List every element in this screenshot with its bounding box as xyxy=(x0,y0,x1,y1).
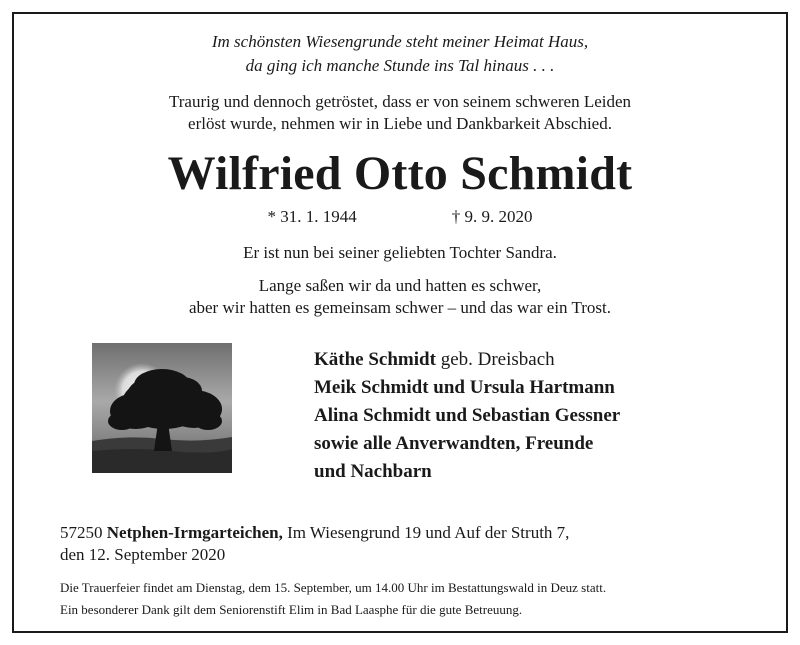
intro-line-2: erlöst wurde, nehmen wir in Liebe und Dankbarkeit Abschied. xyxy=(188,114,612,133)
funeral-note: Die Trauerfeier findet am Dienstag, dem 15. September, um 14.00 Uhr im Bestattungswald in Deuz statt. xyxy=(60,580,607,595)
place-name: Netphen-Irmgarteichen, xyxy=(106,523,283,542)
zip-code: 57250 xyxy=(60,523,107,542)
mourner-line-4: sowie alle Anverwandten, Freunde xyxy=(314,433,594,454)
mourner-line-5: und Nachbarn xyxy=(314,461,432,482)
intro-text xyxy=(0,91,800,135)
quote xyxy=(0,275,800,319)
birth-date: * 31. 1. 1944 xyxy=(267,207,357,226)
quote-line-2: aber wir hatten es gemeinsam schwer – und das war ein Trost. xyxy=(188,298,612,317)
life-dates xyxy=(0,206,800,228)
death-date: † 9. 9. 2020 xyxy=(451,207,533,226)
intro-line-1: Traurig und dennoch getröstet, dass er von seinem schweren Leiden xyxy=(168,92,632,111)
date-line: den 12. September 2020 xyxy=(60,545,226,564)
motto-line-1: Im schönsten Wiesengrunde steht meiner Heimat Haus, xyxy=(211,32,589,51)
thanks-note: Ein besonderer Dank gilt dem Seniorenstift Elim in Bad Laasphe für die gute Betreuung. xyxy=(60,602,523,617)
mourner-maiden-name: geb. Dreisbach xyxy=(435,349,555,370)
mourner-line-2: Meik Schmidt und Ursula Hartmann xyxy=(314,377,615,398)
quote-line-1: Lange saßen wir da und hatten es schwer, xyxy=(258,276,542,295)
mourner-line-3: Alina Schmidt und Sebastian Gessner xyxy=(314,405,621,426)
daughter-text: Er ist nun bei seiner geliebten Tochter Sandra. xyxy=(243,243,557,262)
mourner-line-1 xyxy=(314,346,620,374)
tree-sunset-photo xyxy=(92,343,232,473)
motto-line-2: da ging ich manche Stunde ins Tal hinaus . . . xyxy=(245,56,555,75)
motto xyxy=(0,30,800,78)
deceased-name: Wilfried Otto Schmidt xyxy=(167,147,633,200)
street: Im Wiesengrund 19 und Auf der Struth 7, xyxy=(282,523,570,542)
mourners-list xyxy=(314,346,620,486)
address-block xyxy=(60,522,569,566)
mourner-name-kaethe: Käthe Schmidt xyxy=(314,349,436,370)
address-line xyxy=(60,522,569,544)
